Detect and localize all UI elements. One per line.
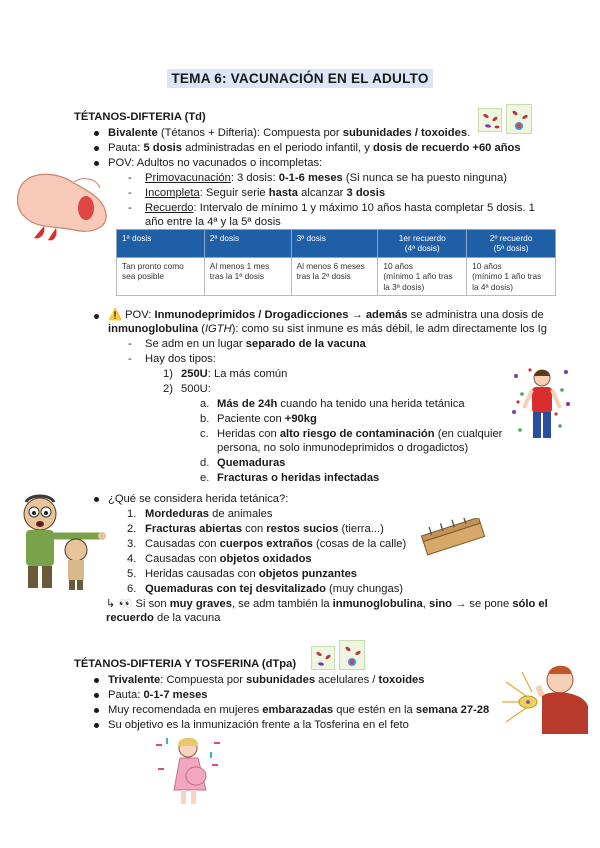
warning-icon: ⚠️ xyxy=(108,309,122,321)
type-500u: 2) xyxy=(163,383,173,395)
bullet xyxy=(94,693,99,698)
table-header: 3ª dosis xyxy=(291,230,378,258)
coughing-man-illustration xyxy=(498,656,592,734)
table-header: 1ª dosis xyxy=(117,230,205,258)
bullet xyxy=(94,146,99,151)
td-pov: POV: Adultos no vacunados o incompletas: xyxy=(108,157,323,169)
td-dos-tipos: Hay dos tipos: xyxy=(145,353,216,365)
bullet xyxy=(94,131,99,136)
td-incompleta: Incompleta: Seguir serie hasta alcanzar 3 dosis xyxy=(145,187,386,199)
wound-mordeduras: Mordeduras de animales xyxy=(145,508,273,520)
td-primovacunacion: Primovacunación: 3 dosis: 0-1-6 meses (Si nunca se ha puesto ninguna) xyxy=(145,172,507,184)
page-title: TEMA 6: VACUNACIÓN EN EL ADULTO xyxy=(0,72,600,88)
sick-man-illustration xyxy=(510,364,574,446)
td-recuerdo-cont: año entre la 4ª y la 5ª dosis xyxy=(145,216,281,228)
table-header: 2º recuerdo (5ª dosis) xyxy=(467,230,556,258)
bullet xyxy=(94,723,99,728)
wound-objetos-oxidados: Causadas con objetos oxidados xyxy=(145,553,312,565)
note-muy-graves: ↳ 👀 Si son muy graves, se adm también la inmunoglobulina, sino → se pone sólo el xyxy=(106,598,548,610)
table-header: 2ª dosis xyxy=(204,230,291,258)
rusty-board-illustration xyxy=(420,518,488,560)
table-cell: Al menos 6 meses tras la 2ª dosis xyxy=(291,257,378,295)
table-cell: Tan pronto como sea posible xyxy=(117,257,205,295)
dosing-schedule-table xyxy=(116,229,556,296)
td-pauta: Pauta: 5 dosis administradas en el periodo infantil, y dosis de recuerdo +60 años xyxy=(108,142,521,154)
bullet xyxy=(94,678,99,683)
criterion-contaminacion: Heridas con alto riesgo de contaminación (en cualquier xyxy=(217,428,503,440)
td-bivalente: Bivalente (Tétanos + Difteria): Compuesta por subunidades / toxoides. xyxy=(108,127,471,139)
bacteria-icon xyxy=(478,108,502,132)
bacteria-icon xyxy=(311,646,335,670)
table-cell: Al menos 1 mes tras la 1ª dosis xyxy=(204,257,291,295)
wound-quemaduras: Quemaduras con tej desvitalizado (muy chungas) xyxy=(145,583,404,595)
table-header: 1er recuerdo (4ª dosis) xyxy=(378,230,467,258)
scared-people-illustration xyxy=(12,492,112,592)
bullet xyxy=(94,314,99,319)
table-cell: 10 años (mínimo 1 año tras la 4ª dosis) xyxy=(467,257,556,295)
dtpa-objetivo: Su objetivo es la inmunización frente a la Tosferina en el feto xyxy=(108,719,409,731)
td-recuerdo: Recuerdo: Intervalo de mínimo 1 y máximo 10 años hasta completar 5 dosis. 1 xyxy=(145,202,535,214)
pregnant-woman-illustration xyxy=(152,734,226,806)
criterion-24h: Más de 24h cuando ha tenido una herida tetánica xyxy=(217,398,465,410)
td-immunodeprimidos: ⚠️ POV: Inmunodeprimidos / Drogadicciones → además se administra una dosis de xyxy=(108,309,544,321)
type-250u: 1) xyxy=(163,368,173,380)
wound-objetos-punzantes: Heridas causadas con objetos punzantes xyxy=(145,568,358,580)
microbe-icon xyxy=(506,104,532,134)
criterion-fracturas: Fracturas o heridas infectadas xyxy=(217,472,380,484)
herida-tetanica-question: ¿Qué se considera herida tetánica?: xyxy=(108,493,289,505)
criterion-90kg: Paciente con +90kg xyxy=(217,413,317,425)
section-heading-td: TÉTANOS-DIFTERIA (Td) xyxy=(74,111,206,123)
wound-cuerpos-extranos: Causadas con cuerpos extraños (cosas de la calle) xyxy=(145,538,407,550)
bullet xyxy=(94,161,99,166)
microbe-icon xyxy=(339,640,365,670)
criterion-quemaduras: Quemaduras xyxy=(217,457,286,469)
section-heading-dtpa: TÉTANOS-DIFTERIA Y TOSFERINA (dTpa) xyxy=(74,658,297,670)
bullet xyxy=(94,708,99,713)
injured-foot-illustration xyxy=(14,168,112,244)
dtpa-trivalente: Trivalente: Compuesta por subunidades acelulares / toxoides xyxy=(108,674,425,686)
wound-fracturas-abiertas: Fracturas abiertas con restos sucios (tierra...) xyxy=(145,523,384,535)
td-lugar-separado: Se adm en un lugar separado de la vacuna xyxy=(145,338,366,350)
td-immunodeprimidos-cont: inmunoglobulina (IGTH): como su sist inmune es más débil, le adm directamente los Ig xyxy=(108,323,547,335)
table-cell: 10 años (mínimo 1 año tras la 3ª dosis) xyxy=(378,257,467,295)
dtpa-pauta: Pauta: 0-1-7 meses xyxy=(108,689,208,701)
dtpa-embarazadas: Muy recomendada en mujeres embarazadas que estén en la semana 27-28 xyxy=(108,704,490,716)
